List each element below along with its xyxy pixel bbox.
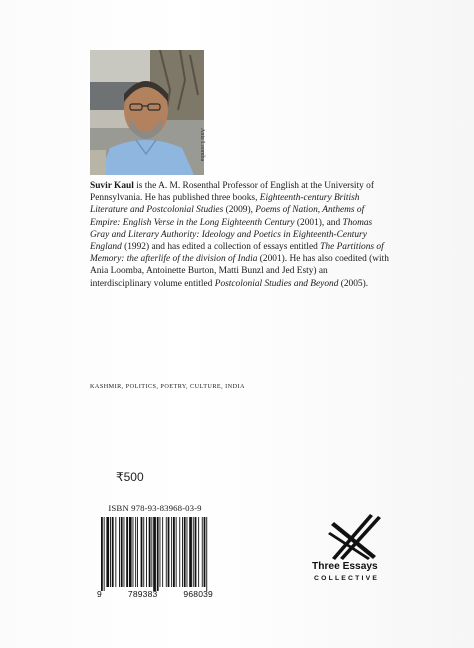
publisher-subtitle: COLLECTIVE [314,575,380,582]
author-photo [90,50,204,175]
book-title: Thomas Gray and Literary Authority: Ideology and Poetics in Eighteenth-Century England [90,217,373,253]
book-title: Eighteenth-century British Literature and Postcolonial Studies [90,193,360,216]
publisher-name: Three Essays [312,561,378,572]
photo-credit: Ania Loomba [199,128,205,162]
barcode-bars [97,517,213,591]
isbn-barcode [97,503,213,598]
book-title: Poems of Nation, Anthems of Empire: English Verse in the Long Eighteenth Century [90,205,365,228]
price: ₹500 [116,470,144,484]
book-title: Postcolonial Studies and Beyond [214,278,339,289]
subject-categories: KASHMIR, POLITICS, POETRY, CULTURE, INDIA [90,383,245,390]
isbn-label: ISBN 978-93-83968-03-9 [108,503,202,513]
publisher-logo [312,512,402,592]
author-bio: Suvir Kaul is the A. M. Rosenthal Professor of English at the University of Pennsylvania. He has published three books, Eighteenth-century British Literature and Postcolonial Studies (2009), Poems of Nation, Anthems of Empire: English Verse in the Long Eighteenth Century (2001), and Thomas Gray and Literary Authority: Ideology and Poetics in Eighteenth-Century England (1992) and has edited a collection of essays entitled The Partitions of Memory: the afterlife of the division of India (2001). He has also coedited (with Ania Loomba, Antoinette Burton, Matti Bunzl and Jed Esty) an interdisciplinary volume entitled Postcolonial Studies and Beyond (2005). [90,181,389,289]
author-name: Suvir Kaul [90,181,134,191]
book-title: The Partitions of Memory: the afterlife of the division of India [90,242,384,265]
barcode-digits: 9 789383 968039 [97,589,213,599]
crossed-pens-icon [326,512,386,560]
